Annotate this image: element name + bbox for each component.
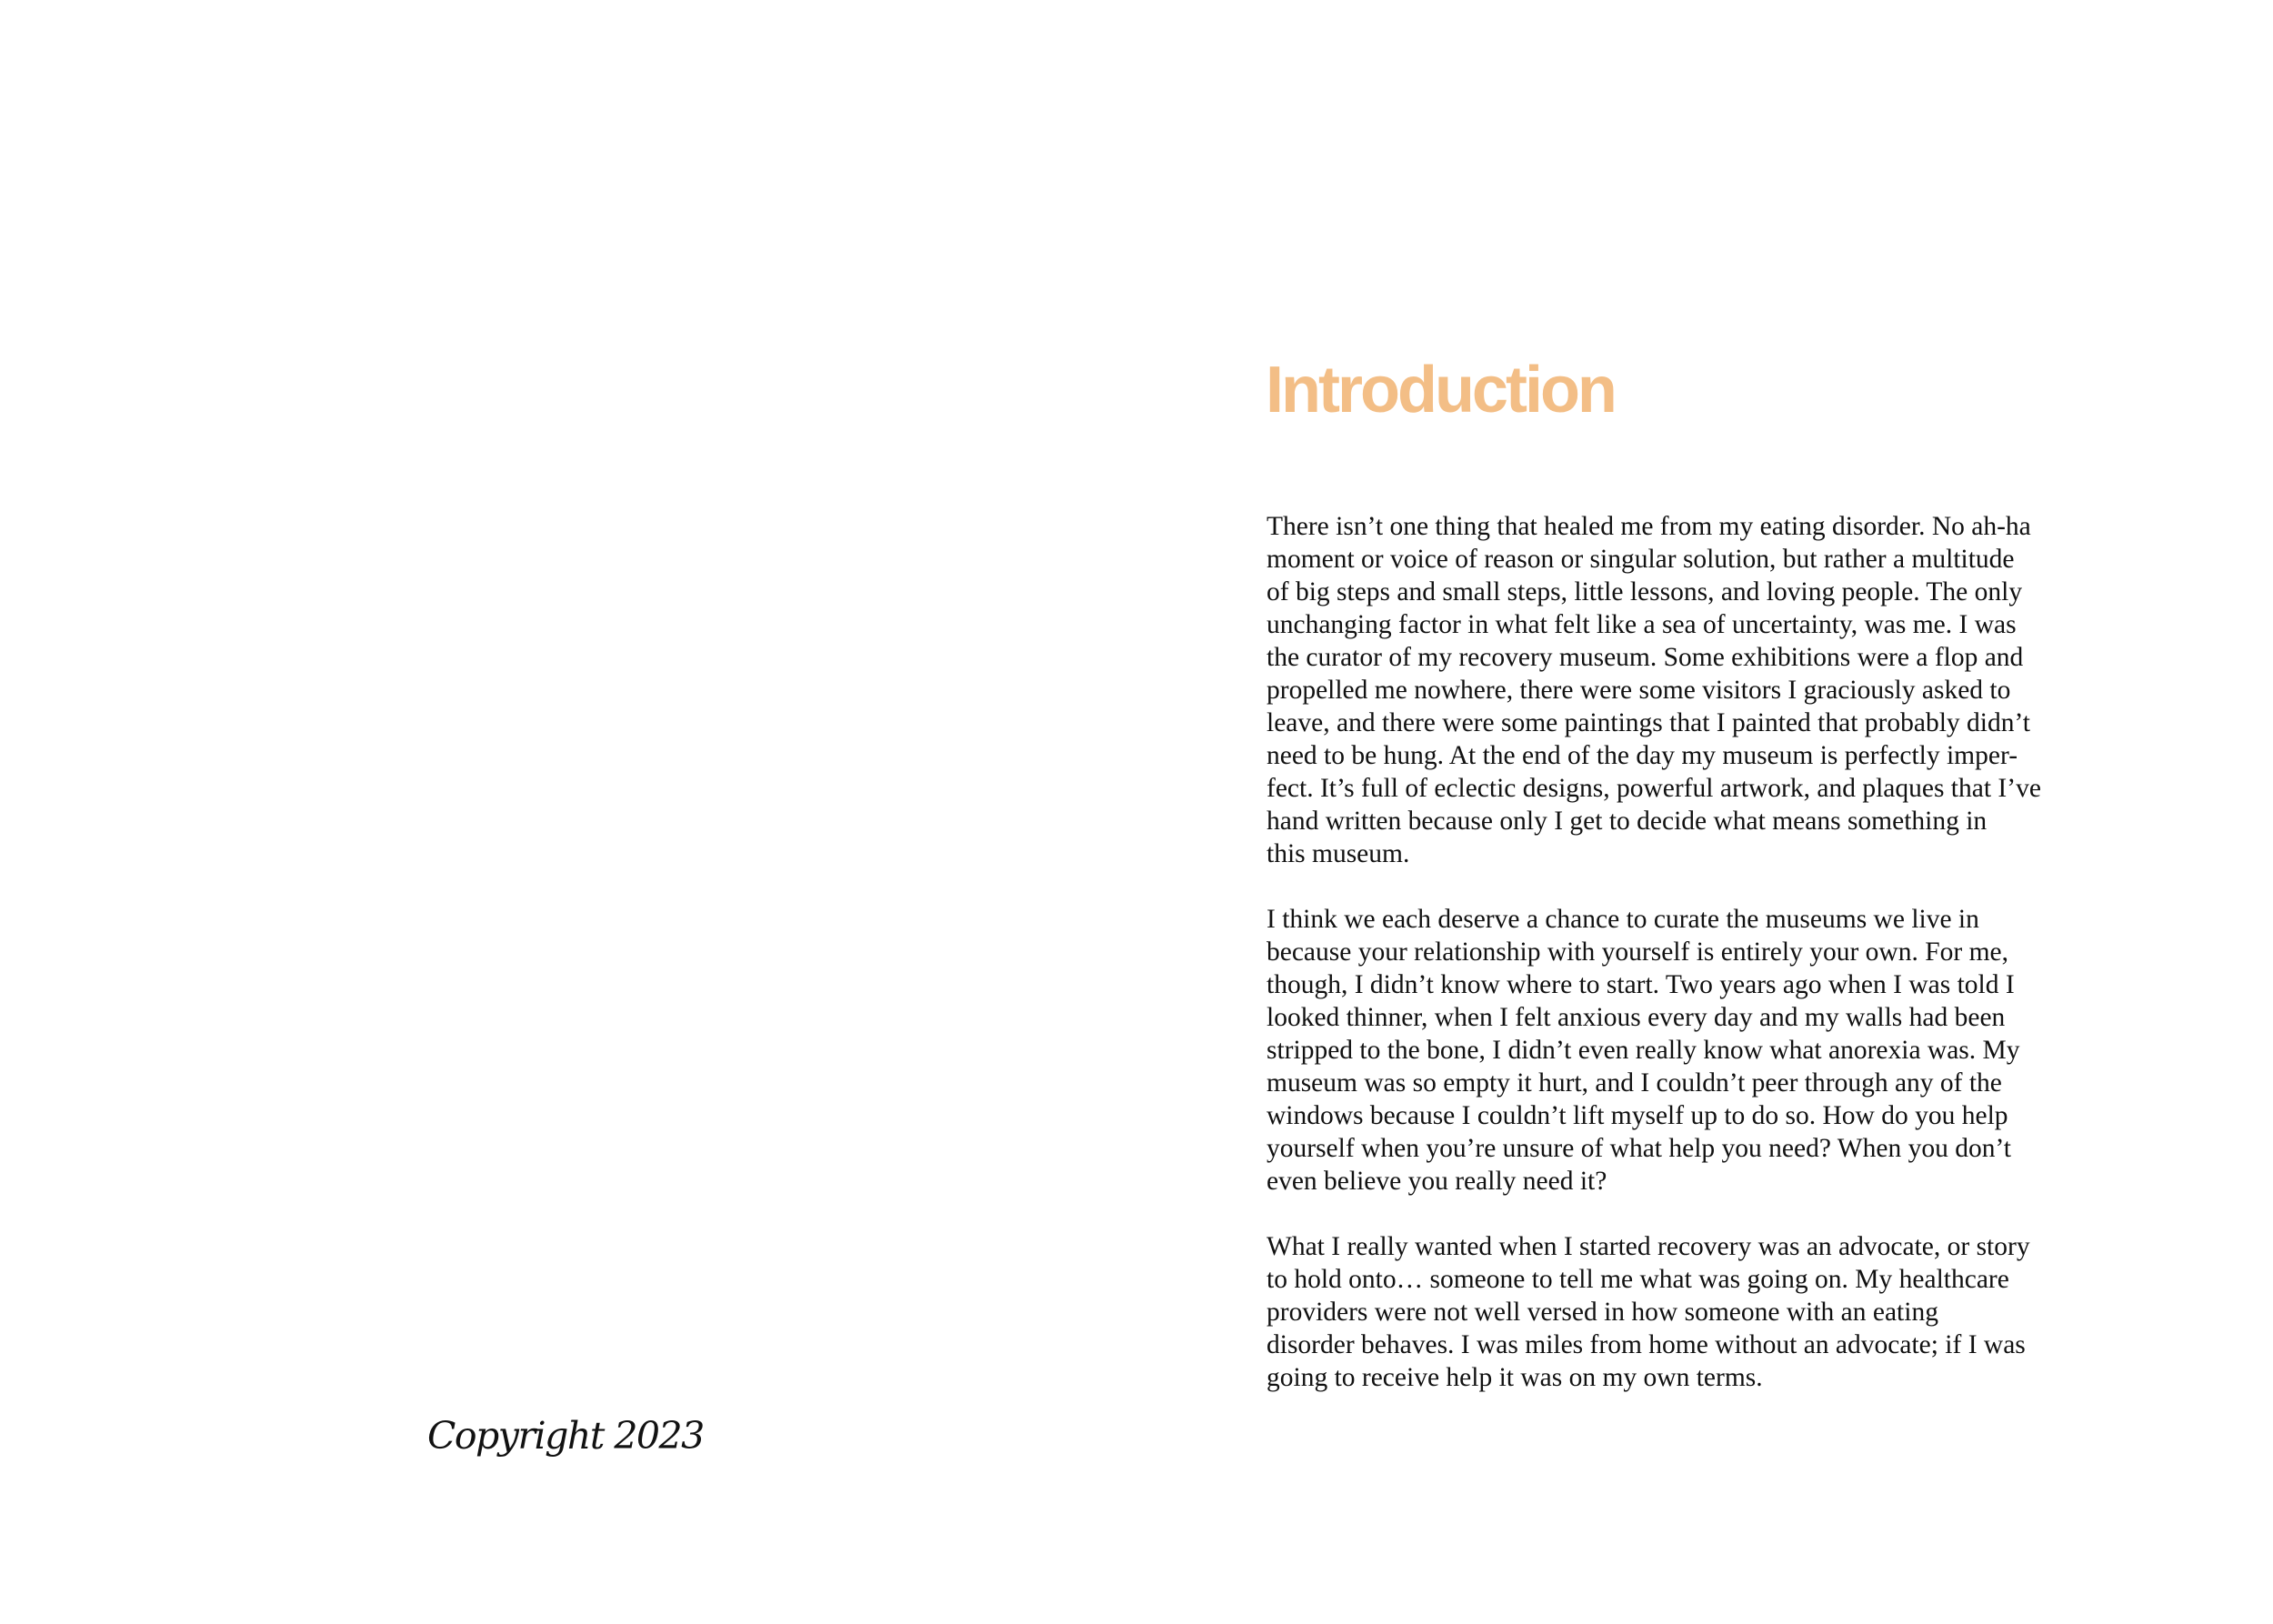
body-text	[1267, 510, 2089, 1427]
left-page	[0, 0, 1136, 1624]
text-line: yourself when you’re unsure of what help you need? When you don’t	[1267, 1134, 2011, 1163]
paragraph	[1267, 510, 2089, 870]
right-page	[1136, 0, 2273, 1624]
text-line: the curator of my recovery museum. Some exhibitions were a flop and	[1267, 643, 2024, 672]
text-line: though, I didn’t know where to start. Two years ago when I was told I	[1267, 970, 2015, 999]
text-line: because your relationship with yourself is entirely your own. For me,	[1267, 937, 2008, 967]
text-line: providers were not well versed in how someone with an eating	[1267, 1298, 1938, 1327]
text-line: to hold onto… someone to tell me what was going on. My healthcare	[1267, 1265, 2009, 1294]
text-line: There isn’t one thing that healed me from my eating disorder. No ah-ha	[1267, 512, 2031, 541]
text-line: museum was so empty it hurt, and I couldn’t peer through any of the	[1267, 1068, 2002, 1098]
text-line: even believe you really need it?	[1267, 1167, 1607, 1196]
text-line: moment or voice of reason or singular solution, but rather a multitude	[1267, 545, 2015, 574]
text-line: looked thinner, when I felt anxious every day and my walls had been	[1267, 1003, 2006, 1032]
paragraph	[1267, 903, 2089, 1198]
text-line: fect. It’s full of eclectic designs, powerful artwork, and plaques that I’ve	[1267, 774, 2041, 803]
text-line: unchanging factor in what felt like a sea of uncertainty, was me. I was	[1267, 610, 2017, 639]
paragraph	[1267, 1230, 2089, 1394]
text-line: of big steps and small steps, little lessons, and loving people. The only	[1267, 577, 2023, 606]
chapter-title: Introduction	[1266, 354, 1615, 426]
copyright-notice: Copyright 2023	[427, 1414, 704, 1458]
text-line: I think we each deserve a chance to curate the museums we live in	[1267, 905, 1979, 934]
text-line: hand written because only I get to decide what means something in	[1267, 807, 1988, 836]
text-line: disorder behaves. I was miles from home without an advocate; if I was	[1267, 1330, 2026, 1359]
text-line: going to receive help it was on my own terms.	[1267, 1363, 1763, 1392]
text-line: this museum.	[1267, 839, 1410, 868]
text-line: stripped to the bone, I didn’t even really know what anorexia was. My	[1267, 1036, 2020, 1065]
text-line: What I really wanted when I started recovery was an advocate, or story	[1267, 1232, 2030, 1261]
text-line: windows because I couldn’t lift myself up to do so. How do you help	[1267, 1101, 2008, 1130]
text-line: need to be hung. At the end of the day my museum is perfectly imper-	[1267, 741, 2018, 770]
text-line: leave, and there were some paintings that I painted that probably didn’t	[1267, 708, 2030, 737]
text-line: propelled me nowhere, there were some visitors I graciously asked to	[1267, 676, 2011, 705]
